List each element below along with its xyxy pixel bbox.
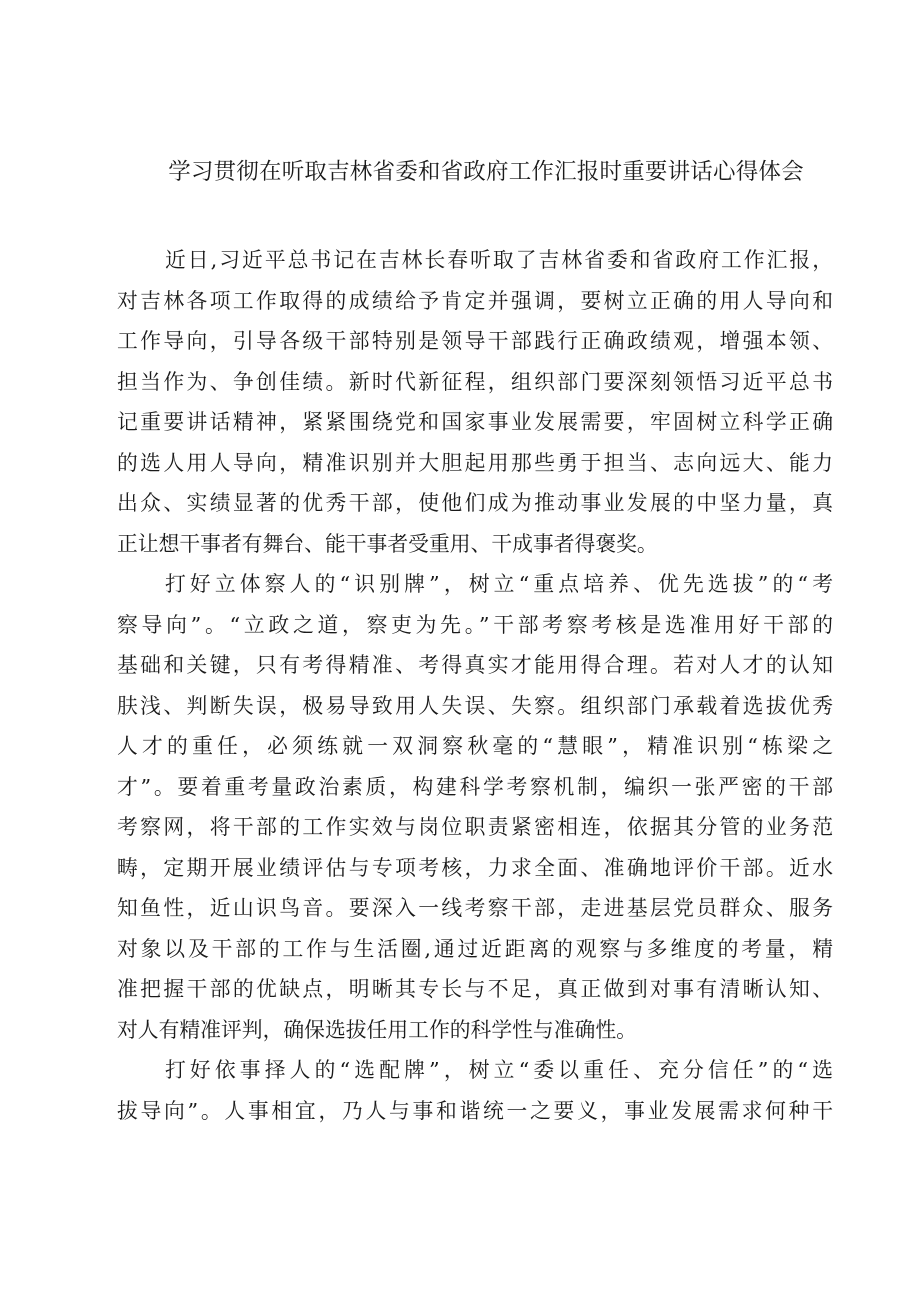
text-line: 记重要讲话精神，紧紧围绕党和国家事业发展需要，牢固树立科学正确 [117,410,833,434]
paragraph-intro [117,240,833,564]
text-line: 近日,习近平总书记在吉林长春听取了吉林省委和省政府工作汇报， [165,248,833,272]
text-line: 对吉林各项工作取得的成绩给予肯定并强调，要树立正确的用人导向和 [117,288,833,313]
text-line: 才”。要着重考量政治素质，构建科学考察机制，编织一张严密的干部 [117,774,833,799]
text-line: 准把握干部的优缺点，明晰其专长与不足，真正做到对事有清晰认知、 [117,977,833,1001]
text-line: 肤浅、判断失误，极易导致用人失误、失察。组织部门承载着选拔优秀 [117,693,833,718]
paragraph-selection [117,1050,833,1131]
text-line: 担当作为、争创佳绩。新时代新征程，组织部门要深刻领悟习近平总书 [117,369,833,394]
text-line: 打好立体察人的“识别牌”，树立“重点培养、优先选拔”的“考 [165,572,833,596]
text-line: 工作导向，引导各级干部特别是领导干部践行正确政绩观，增强本领、 [117,329,833,353]
text-line: 对人有精准评判，确保选拔任用工作的科学性与准确性。 [117,1017,637,1042]
text-line: 对象以及干部的工作与生活圈,通过近距离的观察与多维度的考量，精 [117,936,833,961]
text-line: 正让想干事者有舞台、能干事者受重用、干成事者得褒奖。 [117,531,658,556]
text-line: 知鱼性，近山识鸟音。要深入一线考察干部，走进基层党员群众、服务 [117,896,833,920]
text-line: 人才的重任，必须练就一双洞察秋毫的“慧眼”，精准识别“栋梁之 [117,734,833,758]
text-line: 的选人用人导向，精准识别并大胆起用那些勇于担当、志向远大、能力 [117,450,833,475]
document-title: 学习贯彻在听取吉林省委和省政府工作汇报时重要讲话心得体会 [168,159,804,185]
text-line: 打好依事择人的“选配牌”，树立“委以重任、充分信任”的“选 [165,1058,833,1082]
text-line: 拔导向”。人事相宜，乃人与事和谐统一之要义，事业发展需求何种干 [117,1098,833,1123]
text-line: 出众、实绩显著的优秀干部，使他们成为推动事业发展的中坚力量，真 [117,491,833,515]
paragraph-identification [117,564,833,1050]
text-line: 畴，定期开展业绩评估与专项考核，力求全面、准确地评价干部。近水 [117,855,833,880]
document-body [117,240,833,1131]
text-line: 基础和关键，只有考得精准、考得真实才能用得合理。若对人才的认知 [117,653,833,677]
text-line: 考察网，将干部的工作实效与岗位职责紧密相连，依据其分管的业务范 [117,815,833,839]
text-line: 察导向”。“立政之道，察吏为先。”干部考察考核是选准用好干部的 [117,612,833,637]
